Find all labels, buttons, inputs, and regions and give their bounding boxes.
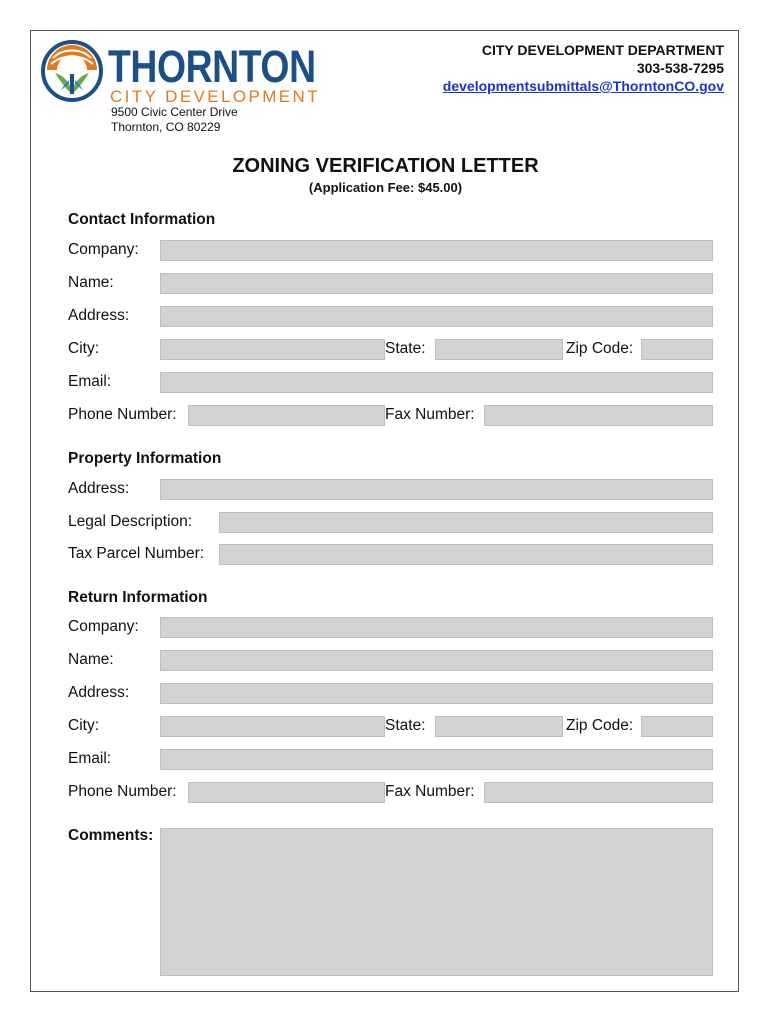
contact-city-label: City: [68,340,99,357]
thornton-emblem-icon [41,40,103,102]
form-page [30,30,739,992]
form-title: ZONING VERIFICATION LETTER [232,155,539,177]
return-phone-input[interactable] [188,782,385,803]
contact-section-heading: Contact Information [68,211,216,228]
comments-textarea[interactable] [160,828,713,976]
return-fax-label: Fax Number: [385,783,475,800]
logo-wordmark: THORNTON [108,41,316,92]
return-state-label: State: [385,717,426,734]
return-email-input[interactable] [160,749,713,770]
comments-label: Comments: [68,827,154,844]
contact-fax-input[interactable] [484,405,713,426]
department-name: CITY DEVELOPMENT DEPARTMENT [481,42,724,58]
return-city-label: City: [68,717,99,734]
department-email-link[interactable]: developmentsubmittals@ThorntonCO.gov [442,78,724,94]
return-email-label: Email: [68,750,112,767]
contact-company-label: Company: [68,241,139,258]
return-zip-input[interactable] [641,716,713,737]
address-line-2: Thornton, CO 80229 [111,120,221,134]
tax-parcel-input[interactable] [219,544,713,565]
contact-address-input[interactable] [160,306,713,327]
logo-subtitle: CITY DEVELOPMENT [110,87,321,106]
contact-name-label: Name: [68,274,114,291]
contact-company-input[interactable] [160,240,713,261]
contact-name-input[interactable] [160,273,713,294]
thornton-logo [41,40,351,108]
return-state-input[interactable] [435,716,563,737]
contact-email-label: Email: [68,373,112,390]
contact-zip-label: Zip Code: [566,340,634,357]
property-address-label: Address: [68,480,130,497]
return-city-input[interactable] [160,716,385,737]
department-contact [443,41,724,95]
return-address-label: Address: [68,684,130,701]
return-address-input[interactable] [160,683,713,704]
return-section-heading: Return Information [68,589,208,606]
return-fax-input[interactable] [484,782,713,803]
tax-parcel-label: Tax Parcel Number: [68,545,205,562]
contact-state-input[interactable] [435,339,563,360]
contact-fax-label: Fax Number: [385,406,475,423]
contact-zip-input[interactable] [641,339,713,360]
contact-email-input[interactable] [160,372,713,393]
return-name-input[interactable] [160,650,713,671]
contact-address-label: Address: [68,307,130,324]
return-name-label: Name: [68,651,114,668]
return-company-input[interactable] [160,617,713,638]
return-company-label: Company: [68,618,139,635]
legal-description-input[interactable] [219,512,713,533]
return-zip-label: Zip Code: [566,717,634,734]
return-phone-label: Phone Number: [68,783,177,800]
contact-phone-input[interactable] [188,405,385,426]
legal-description-label: Legal Description: [68,513,193,530]
address-line-1: 9500 Civic Center Drive [111,105,238,119]
contact-phone-label: Phone Number: [68,406,177,423]
office-address [111,105,238,135]
application-fee: (Application Fee: $45.00) [308,180,463,195]
department-phone: 303-538-7295 [636,60,724,76]
contact-state-label: State: [385,340,426,357]
contact-city-input[interactable] [160,339,385,360]
property-address-input[interactable] [160,479,713,500]
property-section-heading: Property Information [68,450,222,467]
